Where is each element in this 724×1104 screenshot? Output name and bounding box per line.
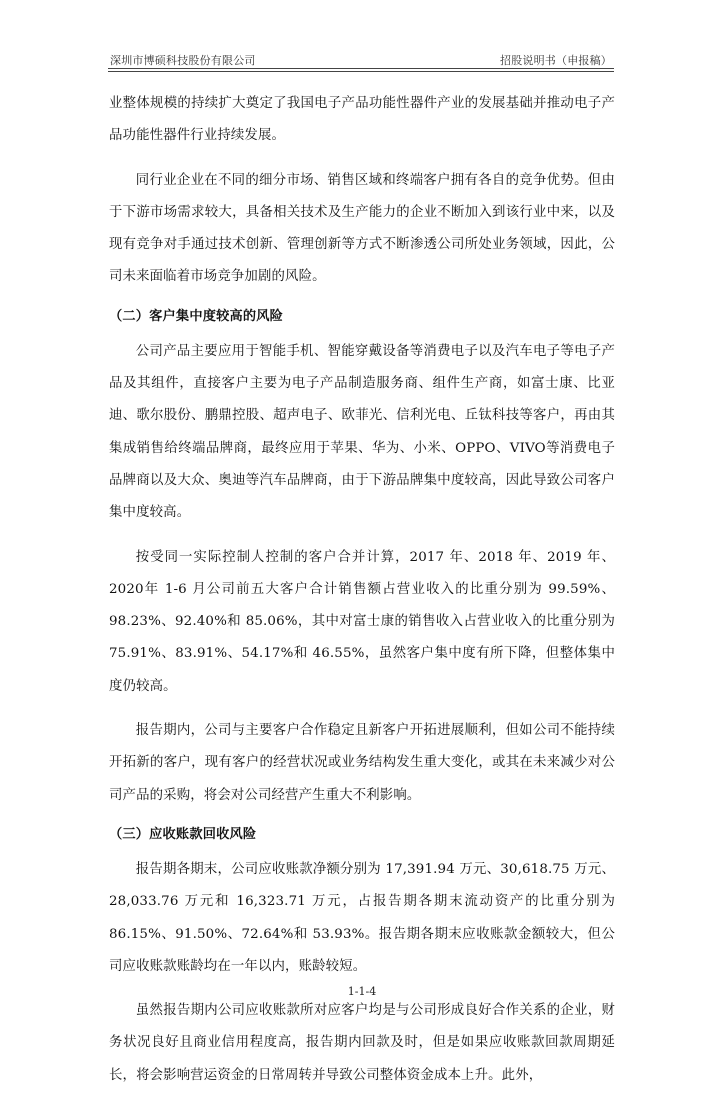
paragraph: 报告期各期末，公司应收账款净额分别为 17,391.94 万元、30,618.75 万元、28,033.76 万元和 16,323.71 万元，占报告期各期末流动资产的比重分别为 86.15%、91.50%、72.64%和 53.93%。报告期各期末应收账款金额较大，但公司应收账款账龄均在一年以内，账龄较短。 xyxy=(109,861,615,974)
document-body xyxy=(109,88,615,1104)
header-rule xyxy=(108,71,614,72)
page-header xyxy=(108,50,614,69)
paragraph: 按受同一实际控制人控制的客户合并计算，2017 年、2018 年、2019 年、2020年 1-6 月公司前五大客户合计销售额占营业收入的比重分别为 99.59%、98.23%、92.40%和 85.06%，其中对富士康的销售收入占营业收入的比重分别为 75.91%、83.91%、54.17%和 46.55%，虽然客户集中度有所下降，但整体集中度仍较高。 xyxy=(109,549,615,694)
paragraph: 虽然报告期内公司应收账款所对应客户均是与公司形成良好合作关系的企业，财务状况良好且商业信用程度高，报告期内回款及时，但是如果应收账款回款周期延长，将会影响营运资金的日常周转并导致公司整体资金成本上升。此外， xyxy=(109,1003,615,1083)
paragraph: 公司产品主要应用于智能手机、智能穿戴设备等消费电子以及汽车电子等电子产品及其组件，直接客户主要为电子产品制造服务商、组件生产商，如富士康、比亚迪、歌尔股份、鹏鼎控股、超声电子、欧菲光、信利光电、丘钛科技等客户，再由其集成销售给终端品牌商，最终应用于苹果、华为、小米、OPPO、VIVO等消费电子品牌商以及大众、奥迪等汽车品牌商，由于下游品牌集中度较高，因此导致公司客户集中度较高。 xyxy=(109,343,615,521)
header-company-name: 深圳市博硕科技股份有限公司 xyxy=(110,54,256,67)
paragraph: 业整体规模的持续扩大奠定了我国电子产品功能性器件产业的发展基础并推动电子产品功能性器件行业持续发展。 xyxy=(109,96,615,144)
section-heading: （二）客户集中度较高的风险 xyxy=(109,308,284,324)
section-heading: （三）应收账款回收风险 xyxy=(109,826,257,842)
page-number: 1-1-4 xyxy=(347,985,377,998)
header-document-title: 招股说明书（申报稿） xyxy=(500,54,612,67)
paragraph: 同行业企业在不同的细分市场、销售区域和终端客户拥有各自的竞争优势。但由于下游市场需求较大，具备相关技术及生产能力的企业不断加入到该行业中来，以及现有竞争对手通过技术创新、管理创新等方式不断渗透公司所处业务领域，因此，公司未来面临着市场竞争加剧的风险。 xyxy=(109,172,615,285)
paragraph: 报告期内，公司与主要客户合作稳定且新客户开拓进展顺利，但如公司不能持续开拓新的客户，现有客户的经营状况或业务结构发生重大变化，或其在未来减少对公司产品的采购，将会对公司经营产生重大不利影响。 xyxy=(109,723,615,803)
